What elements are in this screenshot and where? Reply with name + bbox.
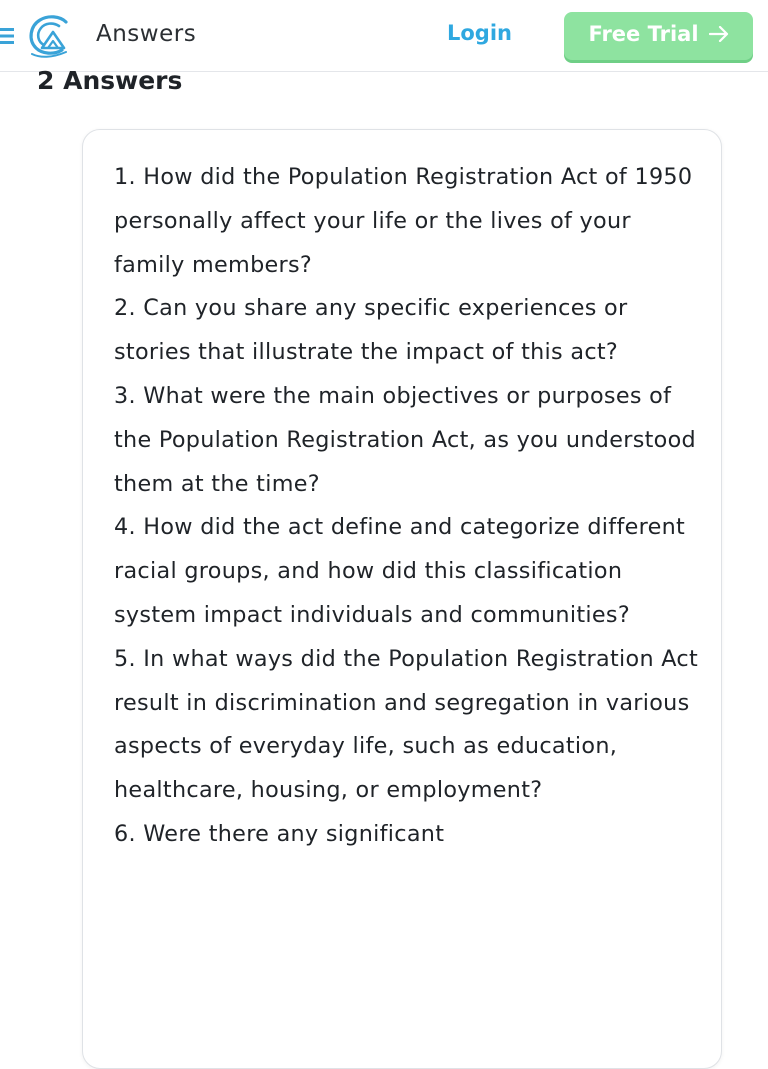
answer-item: 4. How did the act define and categorize different racial groups, and how did this classification system impact individuals and communities? (114, 514, 686, 628)
answer-item: 1. How did the Population Registration Act of 1950 personally affect your life or the lives of your family members? (114, 164, 693, 278)
menu-icon[interactable] (0, 26, 14, 46)
answer-item: 2. Can you share any specific experiences or stories that illustrate the impact of this act? (114, 295, 628, 366)
answer-card (82, 129, 722, 1069)
answers-count-heading: 2 Answers (37, 66, 183, 95)
answer-body (114, 156, 701, 857)
free-trial-button[interactable] (564, 12, 753, 60)
answer-item: 5. In what ways did the Population Registration Act result in discrimination and segregation in various aspects of everyday life, such as education, healthcare, housing, or employment? (114, 645, 699, 804)
site-header (0, 0, 768, 72)
logo-icon[interactable] (26, 14, 74, 58)
free-trial-label: Free Trial (588, 22, 699, 46)
brand-name[interactable]: Answers (96, 21, 197, 47)
answer-item: 3. What were the main objectives or purposes of the Population Registration Act, as you understood them at the time? (114, 382, 697, 497)
answer-item: 6. Were there any significant (114, 820, 445, 847)
login-link[interactable]: Login (447, 21, 512, 45)
arrow-right-icon (709, 26, 729, 42)
